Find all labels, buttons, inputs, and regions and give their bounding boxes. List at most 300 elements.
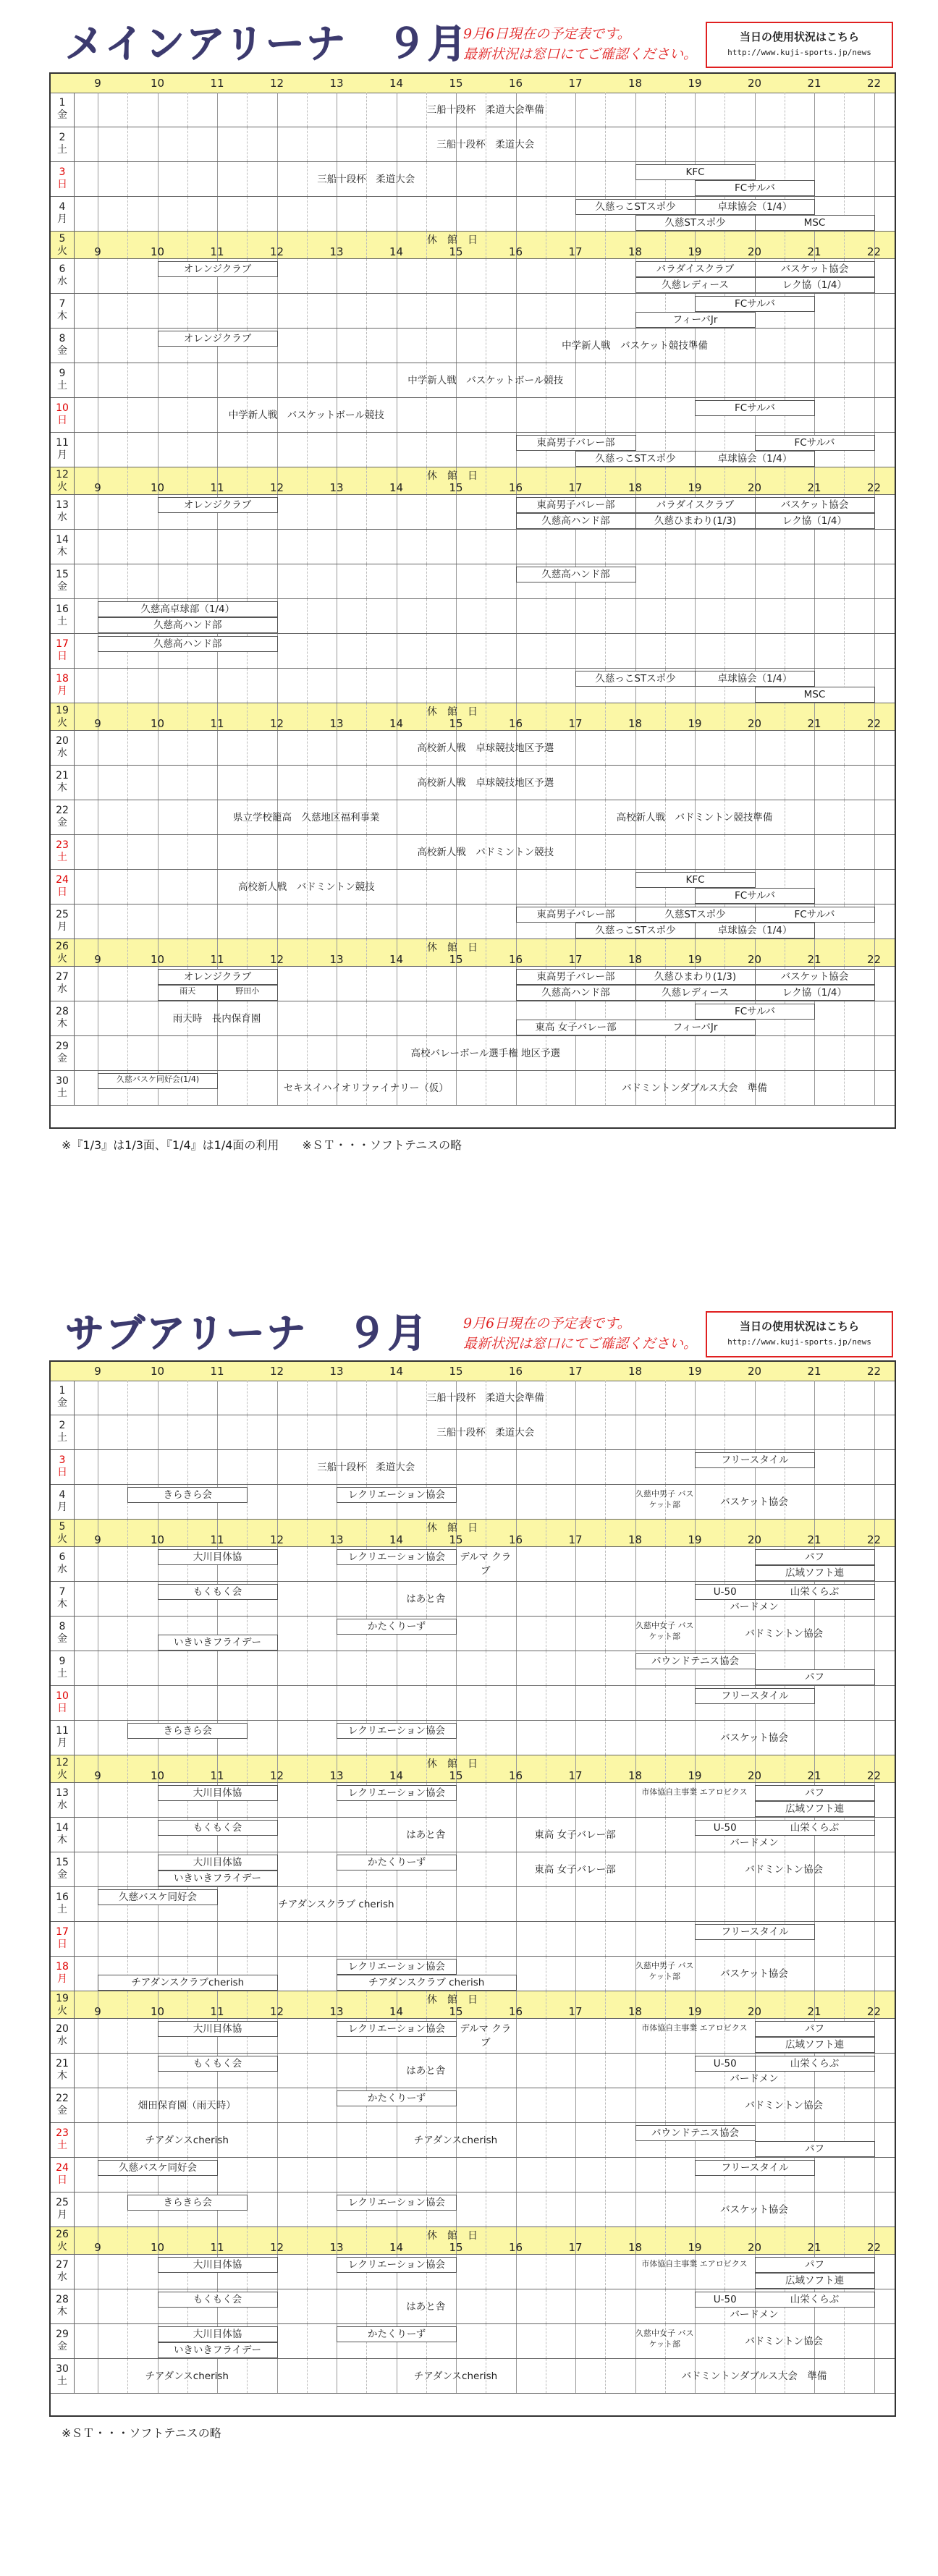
- event-block[interactable]: はあと舎: [406, 2300, 446, 2313]
- event-block[interactable]: 広域ソフト連: [755, 2037, 875, 2053]
- event-block[interactable]: はあと舎: [406, 2064, 446, 2077]
- hour-label: 12: [269, 77, 284, 90]
- event-block[interactable]: 三船十段杯 柔道大会: [317, 174, 415, 185]
- event-block[interactable]: かたくりーず: [337, 2090, 457, 2106]
- grid-line: [277, 669, 278, 703]
- event-block[interactable]: 久慈っこSTスポ少: [575, 671, 696, 687]
- event-block[interactable]: 東高男子バレー部: [516, 435, 636, 451]
- event-block[interactable]: 東高 女子バレー部: [534, 1863, 616, 1876]
- hour-label: 19: [688, 2005, 702, 2018]
- event-block[interactable]: 東高 女子バレー部: [516, 1020, 636, 1035]
- event-block[interactable]: 中学新人戦 バスケットボール競技: [407, 375, 564, 386]
- day-number: 30: [56, 2363, 69, 2375]
- event-block[interactable]: レクリエーション協会: [337, 1487, 457, 1503]
- usage-link-url[interactable]: http://www.kuji-sports.jp/news: [727, 1337, 871, 1347]
- event-block[interactable]: FCサルバ: [695, 400, 815, 416]
- event-block[interactable]: KFC: [635, 164, 756, 180]
- grid-line: [575, 259, 576, 293]
- weekday: 月: [57, 1737, 67, 1749]
- event-block[interactable]: バドミントン協会: [745, 2099, 824, 2111]
- event-block[interactable]: 県立学校籠高 久慈地区福利事業: [233, 812, 380, 823]
- event-block[interactable]: 高校新人戦 バドミントン競技準備: [616, 812, 773, 823]
- hour-label: 22: [866, 953, 882, 966]
- day-row: [51, 564, 895, 599]
- hour-label: 21: [807, 1365, 821, 1378]
- event-block[interactable]: 市体協自主事業 エアロビクス: [641, 1787, 748, 1797]
- event-block[interactable]: 久慈高ハンド部: [98, 617, 278, 633]
- event-block[interactable]: MSC: [755, 687, 875, 703]
- closed-day-row: [51, 1520, 895, 1547]
- event-block[interactable]: 広域ソフト連: [755, 1801, 875, 1817]
- event-block[interactable]: バードメン: [730, 2073, 779, 2085]
- event-block[interactable]: 山栄くらぶ: [755, 2292, 875, 2308]
- hour-label: 11: [210, 953, 224, 966]
- day-cell: [51, 904, 75, 939]
- event-block[interactable]: 久慈バスケ同好会: [98, 2160, 218, 2176]
- weekday: 火: [57, 1769, 67, 1781]
- hour-label: 21: [807, 953, 821, 966]
- grid-line: [217, 1922, 218, 1956]
- grid-line: [605, 1485, 606, 1519]
- event-block[interactable]: 雨天: [158, 985, 219, 1001]
- event-block[interactable]: チアダンスクラブ cherish: [337, 1975, 517, 1991]
- event-block[interactable]: オレンジクラブ: [158, 261, 278, 277]
- event-block[interactable]: 中学新人戦 バスケット競技準備: [562, 339, 708, 352]
- event-block[interactable]: 東高男子バレー部: [516, 497, 636, 513]
- grid-line: [724, 564, 725, 598]
- event-block[interactable]: 大川目体協: [158, 1549, 278, 1565]
- event-block[interactable]: パフ: [755, 1669, 875, 1685]
- event-block[interactable]: チアダンスcherish: [145, 2134, 229, 2146]
- grid-line: [307, 1617, 308, 1651]
- event-block[interactable]: レクリエーション協会: [337, 1959, 457, 1975]
- day-number: 3: [59, 166, 66, 178]
- event-block[interactable]: バドミントン協会: [745, 1627, 824, 1640]
- weekday: 水: [57, 512, 67, 523]
- grid-line: [665, 1852, 666, 1886]
- day-cell: [51, 1651, 75, 1685]
- event-block[interactable]: 久慈中女子 バスケット部: [635, 1621, 694, 1641]
- hour-label: 13: [329, 1769, 344, 1782]
- event-block[interactable]: 大川目体協: [158, 1855, 278, 1870]
- event-block[interactable]: 久慈高ハンド部: [516, 985, 636, 1001]
- event-block[interactable]: 東高男子バレー部: [516, 969, 636, 985]
- weekday: 金: [57, 817, 67, 829]
- event-block[interactable]: バスケット協会: [755, 969, 875, 985]
- grid-line: [844, 232, 845, 258]
- day-cell: [51, 232, 75, 258]
- event-block[interactable]: 山栄くらぶ: [755, 2056, 875, 2072]
- grid-line: [158, 1686, 159, 1720]
- event-block[interactable]: 久慈バスケ同好会: [98, 1889, 218, 1905]
- hour-label: 18: [628, 1769, 643, 1782]
- event-block[interactable]: かたくりーず: [337, 1619, 457, 1635]
- event-block[interactable]: 山栄くらぶ: [755, 1820, 875, 1836]
- day-number: 3: [59, 1454, 66, 1466]
- event-block[interactable]: U-50: [695, 2056, 756, 2072]
- grid-line: [874, 2192, 875, 2227]
- event-block[interactable]: レクリエーション協会: [337, 2195, 457, 2211]
- event-block[interactable]: FCサルバ: [695, 180, 815, 196]
- grid-line: [307, 1783, 308, 1817]
- event-block[interactable]: 久慈高ハンド部: [516, 513, 636, 529]
- event-block[interactable]: パラダイスクラブ: [635, 497, 756, 513]
- event-block[interactable]: 広域ソフト連: [755, 2273, 875, 2289]
- event-block[interactable]: パフ: [755, 2257, 875, 2273]
- event-block[interactable]: FCサルバ: [755, 907, 875, 923]
- grid-line: [366, 329, 367, 363]
- grid-line: [366, 1651, 367, 1685]
- grid-line: [307, 2158, 308, 2192]
- grid-line: [277, 2359, 278, 2393]
- grid-line: [844, 564, 845, 598]
- event-block[interactable]: レクリエーション協会: [337, 2021, 457, 2037]
- event-block[interactable]: パフ: [755, 2021, 875, 2037]
- event-block[interactable]: バスケット協会: [720, 1967, 788, 1980]
- grid-line: [665, 2054, 666, 2088]
- event-block[interactable]: 三船十段杯 柔道大会: [436, 139, 535, 151]
- usage-link-box[interactable]: [706, 22, 893, 68]
- grid-line: [307, 1818, 308, 1852]
- event-block[interactable]: バスケット協会: [755, 497, 875, 513]
- grid-line: [874, 2324, 875, 2358]
- day-row: [51, 1547, 895, 1582]
- day-row: [51, 363, 895, 398]
- day-number: 17: [56, 1926, 69, 1938]
- day-number: 17: [56, 638, 69, 650]
- event-block[interactable]: 久慈高ハンド部: [516, 567, 636, 582]
- event-block[interactable]: チアダンスクラブ cherish: [278, 1898, 394, 1910]
- grid-line: [127, 495, 128, 529]
- grid-line: [844, 1721, 845, 1755]
- grid-line: [456, 1887, 457, 1921]
- day-cell: [51, 2359, 75, 2393]
- grid-line: [874, 530, 875, 564]
- event-block[interactable]: 大川目体協: [158, 2326, 278, 2342]
- event-block[interactable]: 久慈っこSTスポ少: [575, 451, 696, 467]
- event-block[interactable]: いきいきフライデー: [158, 1870, 278, 1886]
- weekday: 火: [57, 953, 67, 965]
- event-block[interactable]: 高校バレーボール選手権 地区予選: [410, 1048, 561, 1059]
- event-block[interactable]: かたくりーず: [337, 1855, 457, 1870]
- event-block[interactable]: オレンジクラブ: [158, 969, 278, 985]
- grid-line: [366, 703, 367, 730]
- event-block[interactable]: 久慈高卓球部（1/4）: [98, 601, 278, 617]
- event-block[interactable]: U-50: [695, 1820, 756, 1836]
- hour-label: 17: [568, 953, 583, 966]
- grid-line: [755, 564, 756, 598]
- grid-line: [605, 1686, 606, 1720]
- event-block[interactable]: 久慈高ハンド部: [98, 636, 278, 652]
- event-block[interactable]: レク協（1/4）: [755, 277, 875, 293]
- event-block[interactable]: 久慈っこSTスポ少: [575, 923, 696, 939]
- event-block[interactable]: U-50: [695, 2292, 756, 2308]
- grid-line: [874, 2158, 875, 2192]
- day-number: 4: [59, 201, 66, 213]
- event-block[interactable]: バドミントン協会: [745, 2335, 824, 2347]
- day-cell: [51, 800, 75, 834]
- weekday: 金: [57, 1397, 67, 1409]
- grid-line: [516, 2255, 517, 2289]
- grid-line: [217, 564, 218, 598]
- event-block[interactable]: 広域ソフト連: [755, 1565, 875, 1581]
- event-block[interactable]: FCサルバ: [755, 435, 875, 451]
- footnote: ※ＳＴ・・・ソフトテニスの略: [62, 2426, 221, 2440]
- event-block[interactable]: バドミントンダブルス大会 準備: [622, 1082, 767, 1094]
- day-number: 13: [56, 1787, 69, 1799]
- hour-label: 17: [568, 245, 583, 258]
- grid-line: [187, 294, 188, 328]
- grid-line: [844, 1957, 845, 1991]
- grid-line: [695, 634, 696, 668]
- event-block[interactable]: はあと舎: [406, 1593, 446, 1605]
- event-block[interactable]: 市体協自主事業 エアロビクス: [641, 2259, 748, 2268]
- day-cell: [51, 2324, 75, 2358]
- event-block[interactable]: バスケット協会: [720, 2203, 788, 2216]
- event-block[interactable]: フィーバJr: [635, 312, 756, 328]
- hour-label: 10: [150, 953, 165, 966]
- event-block[interactable]: KFC: [635, 872, 756, 888]
- event-block[interactable]: FCサルバ: [695, 888, 815, 904]
- event-block[interactable]: MSC: [755, 215, 875, 231]
- hour-label: 15: [449, 2005, 463, 2018]
- hour-label: 16: [508, 245, 523, 258]
- event-block[interactable]: 卓球協会（1/4）: [695, 923, 815, 939]
- day-cell: [51, 1991, 75, 2018]
- event-block[interactable]: パウンドテニス協会: [635, 1653, 756, 1669]
- event-block[interactable]: 久慈中女子 バスケット部: [635, 2329, 694, 2349]
- event-block[interactable]: レクリエーション協会: [337, 2257, 457, 2273]
- event-block[interactable]: デルマ クラブ: [460, 2023, 512, 2048]
- event-block[interactable]: 市体協自主事業 エアロビクス: [641, 2023, 748, 2033]
- day-number: 9: [59, 368, 66, 379]
- grid-line: [516, 1686, 517, 1720]
- event-block[interactable]: フリースタイル: [695, 1452, 815, 1468]
- event-block[interactable]: 卓球協会（1/4）: [695, 451, 815, 467]
- event-block[interactable]: 三船十段杯 柔道大会準備: [426, 1392, 544, 1404]
- event-block[interactable]: もくもく会: [158, 2056, 278, 2072]
- event-block[interactable]: 卓球協会（1/4）: [695, 199, 815, 215]
- event-block[interactable]: フィーバJr: [635, 1020, 756, 1035]
- event-block[interactable]: 三船十段杯 柔道大会準備: [426, 104, 544, 116]
- event-block[interactable]: きらきら会: [127, 1723, 248, 1739]
- event-block[interactable]: U-50: [695, 1584, 756, 1600]
- event-block[interactable]: パウンドテニス協会: [635, 2125, 756, 2141]
- event-block[interactable]: 久慈っこSTスポ少: [575, 199, 696, 215]
- hour-label: 14: [389, 77, 404, 90]
- grid-line: [844, 1991, 845, 2018]
- event-block[interactable]: 三船十段杯 柔道大会: [436, 1427, 535, 1439]
- event-block[interactable]: かたくりーず: [337, 2326, 457, 2342]
- event-block[interactable]: レク協（1/4）: [755, 985, 875, 1001]
- hour-label: 14: [389, 953, 404, 966]
- grid-line: [307, 703, 308, 730]
- event-block[interactable]: もくもく会: [158, 2292, 278, 2308]
- event-block[interactable]: バードメン: [730, 1837, 779, 1849]
- event-block[interactable]: 久慈STスポ少: [635, 215, 756, 231]
- event-block[interactable]: チアダンスcherish: [413, 2134, 498, 2146]
- hour-label: 11: [210, 2005, 224, 2018]
- arena-title: メインアリーナ ９月: [65, 21, 468, 67]
- closed-day-row: [51, 467, 895, 495]
- event-block[interactable]: はあと舎: [406, 1829, 446, 1841]
- day-cell: [51, 363, 75, 397]
- grid-line: [127, 329, 128, 363]
- event-block[interactable]: 卓球協会（1/4）: [695, 671, 815, 687]
- grid-line: [605, 398, 606, 432]
- grid-line: [127, 197, 128, 231]
- event-block[interactable]: FCサルバ: [695, 296, 815, 312]
- event-block[interactable]: レクリエーション協会: [337, 1785, 457, 1801]
- day-cell: [51, 1852, 75, 1886]
- closed-label: 休館日: [427, 234, 488, 246]
- event-block[interactable]: 東高男子バレー部: [516, 907, 636, 923]
- event-block[interactable]: きらきら会: [127, 1487, 248, 1503]
- event-block[interactable]: バドミントンダブルス大会 準備: [681, 2370, 827, 2382]
- arena-section: [0, 1288, 938, 2562]
- grid-line: [426, 197, 427, 231]
- hour-label: 15: [449, 1533, 463, 1546]
- event-block[interactable]: 高校新人戦 バドミントン競技: [417, 847, 554, 858]
- event-block[interactable]: 久慈中男子 バスケット部: [635, 1489, 694, 1509]
- event-block[interactable]: チアダンスcherish: [413, 2370, 498, 2382]
- event-block[interactable]: 大川目体協: [158, 2257, 278, 2273]
- event-block[interactable]: パフ: [755, 2141, 875, 2157]
- arena-section: [0, 0, 938, 1274]
- grid-line: [605, 2324, 606, 2358]
- grid-line: [844, 1450, 845, 1484]
- event-block[interactable]: FCサルバ: [695, 1004, 815, 1020]
- event-block[interactable]: レクリエーション協会: [337, 1723, 457, 1739]
- event-block[interactable]: 久慈レディース: [635, 985, 756, 1001]
- grid-line: [665, 1755, 666, 1782]
- event-block[interactable]: レク協（1/4）: [755, 513, 875, 529]
- grid-line: [217, 530, 218, 564]
- event-block[interactable]: 高校新人戦 バドミントン競技: [237, 881, 375, 893]
- event-block[interactable]: 久慈ひまわり(1/3): [635, 969, 756, 985]
- event-block[interactable]: セキスイハイオリファイナリー（仮）: [283, 1082, 449, 1094]
- event-block[interactable]: デルマ クラブ: [460, 1551, 512, 1577]
- event-block[interactable]: バードメン: [730, 2309, 779, 2321]
- event-block[interactable]: バドミントン協会: [745, 1863, 824, 1876]
- grid-line: [665, 1922, 666, 1956]
- event-block[interactable]: もくもく会: [158, 1820, 278, 1836]
- grid-line: [158, 197, 159, 231]
- event-block[interactable]: 高校新人戦 卓球競技地区予選: [417, 777, 554, 789]
- grid-line: [874, 1922, 875, 1956]
- weekday: 木: [57, 1598, 67, 1610]
- grid-line: [844, 1755, 845, 1782]
- usage-link-box[interactable]: [706, 1311, 893, 1357]
- grid-line: [426, 259, 427, 293]
- event-block[interactable]: チアダンスクラブcherish: [98, 1975, 278, 1991]
- grid-line: [695, 564, 696, 598]
- grid-line: [366, 495, 367, 529]
- event-block[interactable]: レクリエーション協会: [337, 1549, 457, 1565]
- event-block[interactable]: チアダンスcherish: [145, 2370, 229, 2382]
- grid-line: [635, 1721, 636, 1755]
- event-block[interactable]: 畑田保育園（雨天時）: [138, 2099, 236, 2111]
- grid-line: [247, 564, 248, 598]
- day-row: [51, 2359, 895, 2394]
- usage-link-url[interactable]: http://www.kuji-sports.jp/news: [727, 48, 871, 57]
- grid-line: [307, 939, 308, 966]
- event-block[interactable]: フリースタイル: [695, 1924, 815, 1940]
- grid-line: [366, 1818, 367, 1852]
- event-block[interactable]: きらきら会: [127, 2195, 248, 2211]
- event-block[interactable]: 雨天時 長内保育園: [172, 1012, 261, 1025]
- day-number: 8: [59, 333, 66, 344]
- event-block[interactable]: 久慈バスケ同好会(1/4): [98, 1073, 218, 1089]
- event-block[interactable]: バスケット協会: [755, 261, 875, 277]
- grid-line: [724, 2227, 725, 2254]
- event-block[interactable]: オレンジクラブ: [158, 497, 278, 513]
- hour-label: 16: [508, 481, 523, 494]
- event-block[interactable]: 野田小: [217, 985, 278, 1001]
- day-number: 24: [56, 2162, 69, 2174]
- event-block[interactable]: 大川目体協: [158, 2021, 278, 2037]
- update-note: [463, 1313, 697, 1354]
- event-block[interactable]: フリースタイル: [695, 1688, 815, 1704]
- grid-line: [307, 495, 308, 529]
- hour-label: 11: [210, 245, 224, 258]
- grid-line: [605, 634, 606, 668]
- event-block[interactable]: 大川目体協: [158, 1785, 278, 1801]
- event-block[interactable]: 東高 女子バレー部: [534, 1829, 616, 1841]
- event-block[interactable]: パラダイスクラブ: [635, 261, 756, 277]
- grid-line: [127, 2289, 128, 2323]
- grid-line: [844, 1887, 845, 1921]
- event-block[interactable]: 久慈レディース: [635, 277, 756, 293]
- grid-line: [635, 2192, 636, 2227]
- day-row: [51, 495, 895, 530]
- grid-line: [724, 232, 725, 258]
- event-block[interactable]: いきいきフライデー: [158, 2342, 278, 2358]
- grid-line: [814, 599, 815, 633]
- event-block[interactable]: バスケット協会: [720, 1732, 788, 1744]
- day-row: [51, 1818, 895, 1852]
- event-block[interactable]: フリースタイル: [695, 2160, 815, 2176]
- event-block[interactable]: 久慈STスポ少: [635, 907, 756, 923]
- event-block[interactable]: パフ: [755, 1785, 875, 1801]
- event-block[interactable]: 高校新人戦 卓球競技地区予選: [417, 742, 554, 754]
- grid-line: [247, 1686, 248, 1720]
- grid-line: [665, 1887, 666, 1921]
- grid-line: [127, 1617, 128, 1651]
- day-row: [51, 731, 895, 766]
- hour-label: 19: [688, 717, 702, 730]
- event-block[interactable]: 山栄くらぶ: [755, 1584, 875, 1600]
- grid-line: [187, 1922, 188, 1956]
- grid-line: [874, 1450, 875, 1484]
- hour-label: 22: [866, 245, 882, 258]
- grid-line: [605, 467, 606, 494]
- event-block[interactable]: バスケット協会: [720, 1496, 788, 1508]
- event-block[interactable]: パフ: [755, 1549, 875, 1565]
- day-number: 8: [59, 1621, 66, 1632]
- event-block[interactable]: 久慈中男子 バスケット部: [635, 1961, 694, 1981]
- grid-line: [724, 467, 725, 494]
- event-block[interactable]: バードメン: [730, 1601, 779, 1613]
- event-block[interactable]: 久慈ひまわり(1/3): [635, 513, 756, 529]
- event-block[interactable]: 中学新人戦 バスケットボール競技: [228, 410, 384, 421]
- event-block[interactable]: 三船十段杯 柔道大会: [317, 1462, 415, 1473]
- event-block[interactable]: いきいきフライデー: [158, 1635, 278, 1651]
- event-block[interactable]: オレンジクラブ: [158, 331, 278, 347]
- weekday: 月: [57, 685, 67, 697]
- grid-line: [665, 703, 666, 730]
- event-block[interactable]: もくもく会: [158, 1584, 278, 1600]
